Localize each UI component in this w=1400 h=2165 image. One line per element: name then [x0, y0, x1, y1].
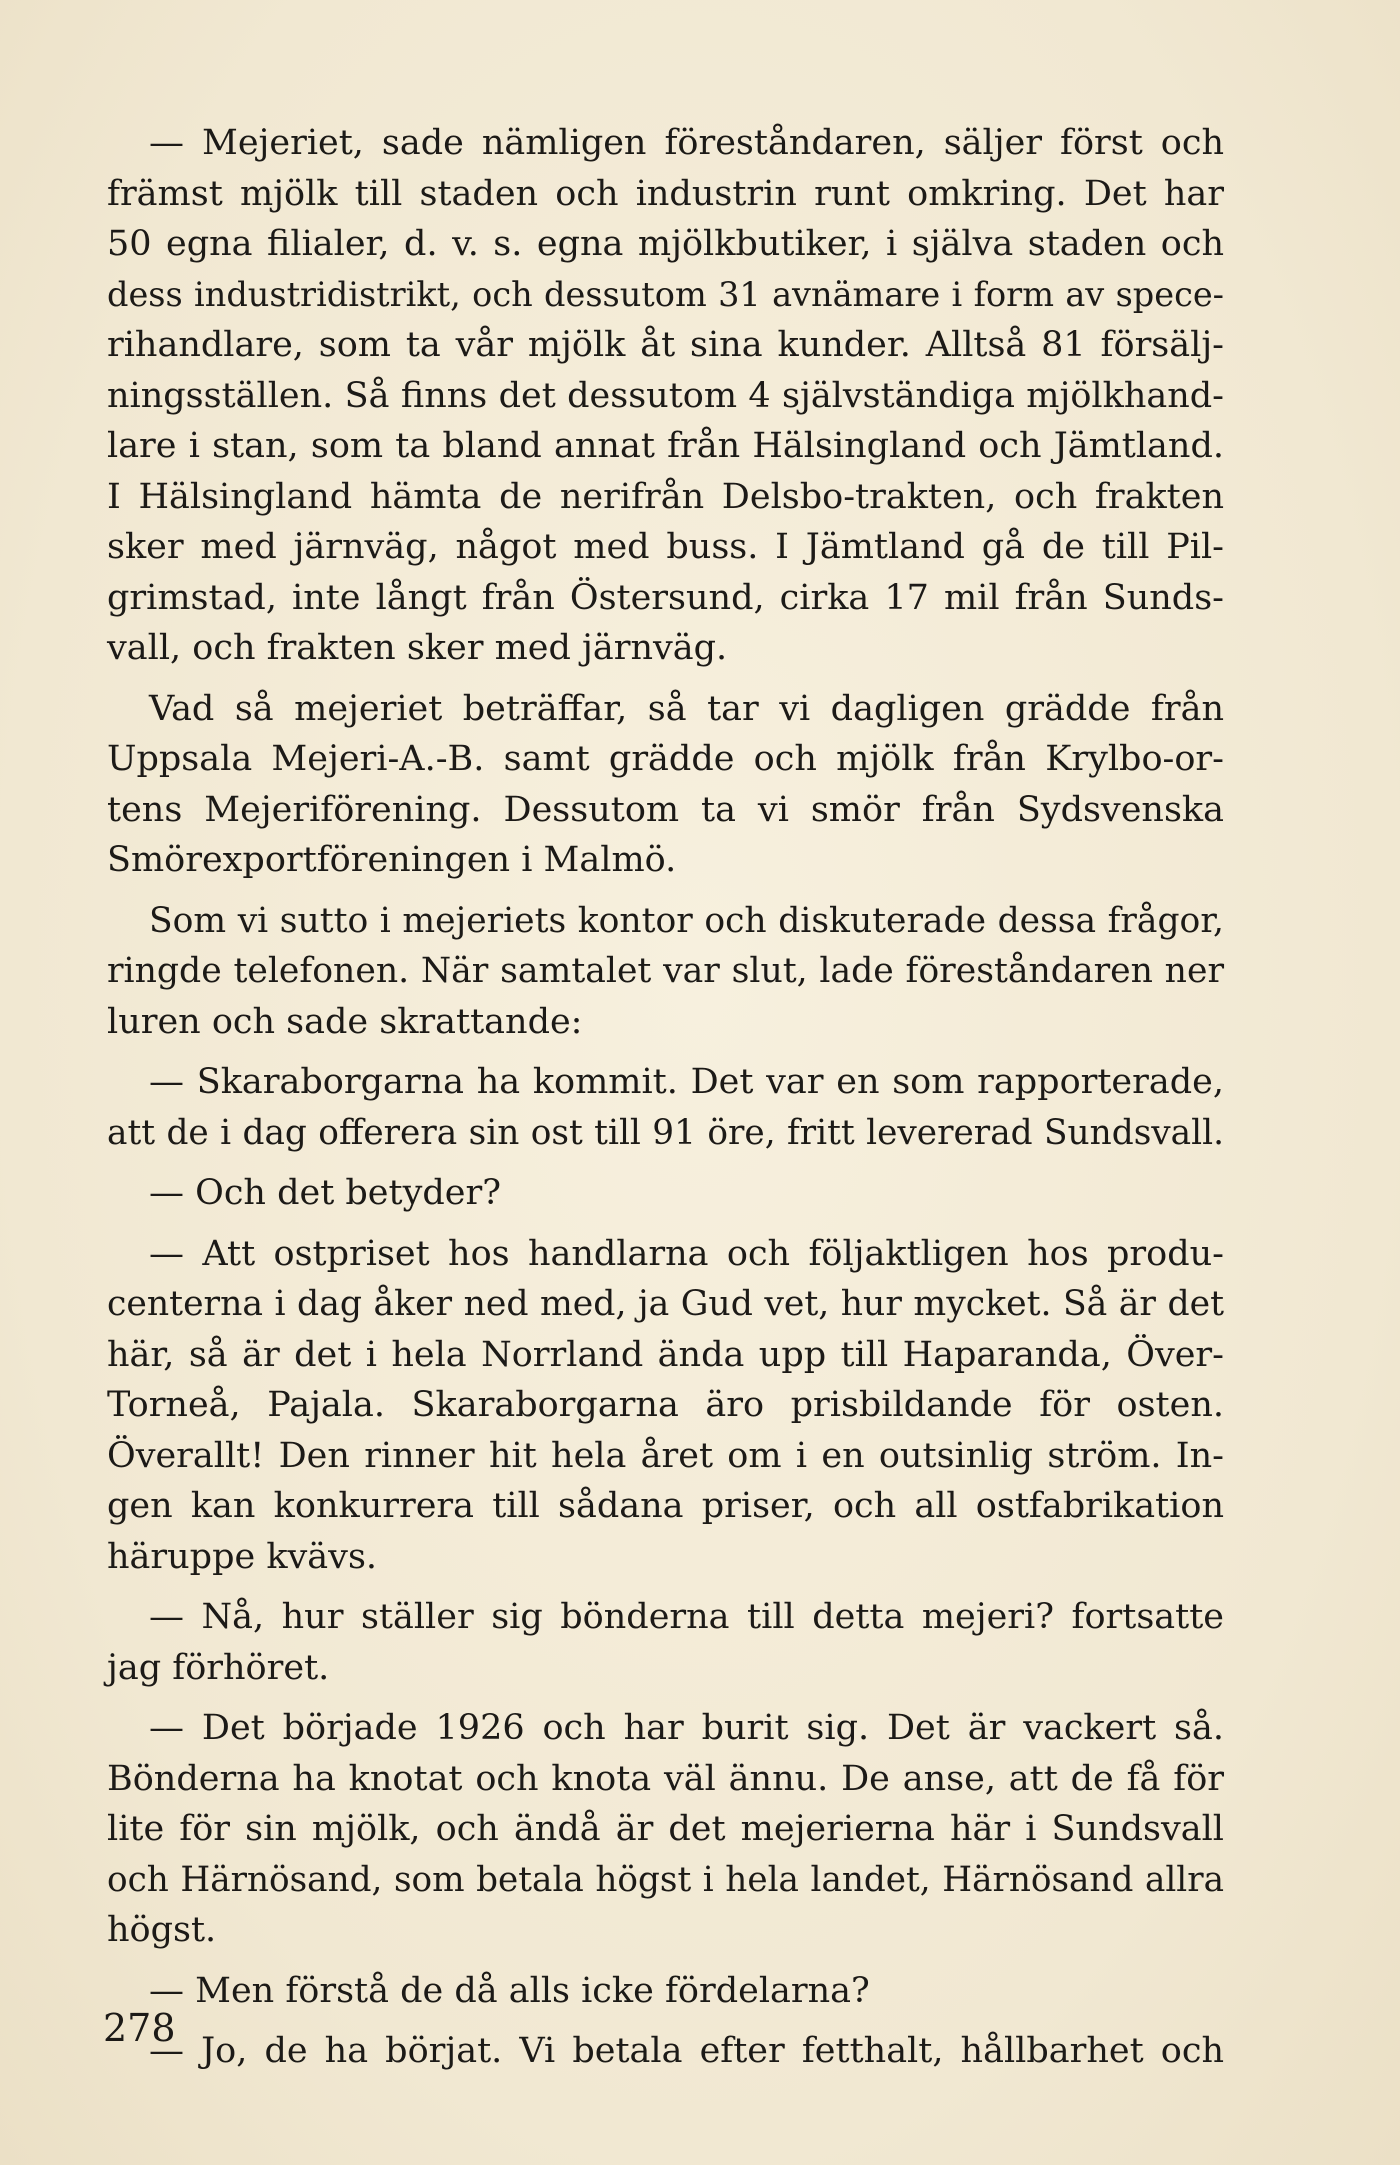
text-line: dess industridistrikt, och dessutom 31 avnämare i form av spece-	[107, 274, 1224, 314]
text-line: här, så är det i hela Norrland ända upp till Haparanda, Över-	[107, 1334, 1224, 1375]
text-line: ningsställen. Så finns det dessutom 4 självständiga mjölkhand-	[107, 375, 1224, 416]
text-line: lite för sin mjölk, och ändå är det mejerierna här i Sundsvall	[107, 1809, 1224, 1849]
text-line: Överallt! Den rinner hit hela året om i en outsinlig ström. In-	[107, 1435, 1224, 1476]
text-line: Uppsala Mejeri-A.-B. samt grädde och mjölk från Krylbo-or-	[107, 739, 1224, 779]
text-line: lare i stan, som ta bland annat från Hälsingland och Jämtland.	[107, 426, 1224, 466]
text-line: luren och sade skrattande:	[107, 1001, 583, 1042]
text-line: häruppe kvävs.	[107, 1536, 378, 1577]
text-line: — Och det betyder?	[149, 1173, 501, 1213]
text-line: Vad så mejeriet beträffar, så tar vi dagligen grädde från	[149, 688, 1224, 729]
text-line: Smörexportföreningen i Malmö.	[107, 840, 677, 880]
text-line: Som vi sutto i mejeriets kontor och diskuterade dessa frågor,	[149, 900, 1224, 941]
text-line: — Skaraborgarna ha kommit. Det var en som rapporterade,	[149, 1062, 1224, 1102]
text-line: — Nå, hur ställer sig bönderna till detta mejeri? fortsatte	[149, 1597, 1224, 1637]
text-line: — Men förstå de då alls icke fördelarna?	[149, 1970, 870, 2011]
text-line: vall, och frakten sker med järnväg.	[107, 628, 728, 668]
text-line: sker med järnväg, något med buss. I Jämtland gå de till Pil-	[107, 527, 1224, 567]
text-line: Bönderna ha knotat och knota väl ännu. De anse, att de få för	[107, 1758, 1224, 1799]
text-line: rihandlare, som ta vår mjölk åt sina kunder. Alltså 81 försälj-	[107, 325, 1224, 365]
page-number: 278	[103, 2006, 176, 2050]
text-line: centerna i dag åker ned med, ja Gud vet, hur mycket. Så är det	[107, 1284, 1224, 1324]
text-line: tens Mejeriförening. Dessutom ta vi smör från Sydsvenska	[107, 789, 1224, 830]
body-text	[107, 118, 1224, 2077]
text-line: — Det började 1926 och har burit sig. Det är vackert så.	[149, 1708, 1224, 1748]
text-line: jag förhöret.	[107, 1647, 330, 1688]
text-line: ringde telefonen. När samtalet var slut, lade föreståndaren ner	[107, 951, 1224, 991]
text-line: Torneå, Pajala. Skaraborgarna äro prisbildande för osten.	[107, 1385, 1224, 1425]
text-line: — Jo, de ha börjat. Vi betala efter fetthalt, hållbarhet och	[149, 2031, 1224, 2071]
text-line: att de i dag offerera sin ost till 91 öre, fritt levererad Sundsvall.	[107, 1112, 1224, 1153]
text-line: — Mejeriet, sade nämligen föreståndaren, säljer först och	[149, 123, 1224, 163]
text-line: 50 egna filialer, d. v. s. egna mjölkbutiker, i själva staden och	[107, 224, 1224, 264]
text-line: och Härnösand, som betala högst i hela landet, Härnösand allra	[107, 1859, 1224, 1900]
text-line: gen kan konkurrera till sådana priser, och all ostfabrikation	[107, 1486, 1224, 1526]
text-line: — Att ostpriset hos handlarna och följaktligen hos produ-	[149, 1233, 1224, 1274]
text-line: I Hälsingland hämta de nerifrån Delsbo-trakten, och frakten	[107, 476, 1224, 517]
text-line: högst.	[107, 1910, 217, 1950]
text-line: grimstad, inte långt från Östersund, cirka 17 mil från Sunds-	[107, 577, 1224, 618]
text-line: främst mjölk till staden och industrin runt omkring. Det har	[107, 173, 1224, 214]
